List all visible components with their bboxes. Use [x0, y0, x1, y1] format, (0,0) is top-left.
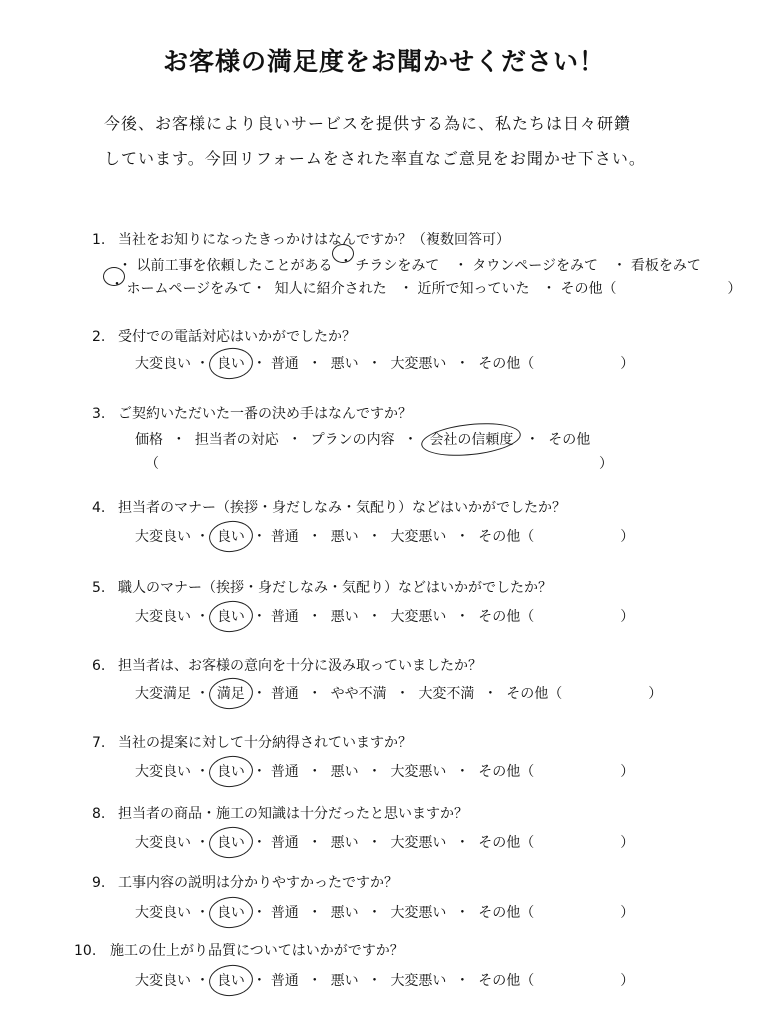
option-open: （ [145, 456, 159, 472]
option-selected: チラシをみて [355, 258, 440, 274]
question-text: 当社をお知りになったきっかけはなんですか？（複数回答可） [118, 232, 510, 248]
option: その他（ [478, 529, 535, 545]
question-3 [92, 403, 412, 423]
option: その他（ [478, 764, 535, 780]
option: 大変悪い [390, 764, 447, 780]
question-6 [92, 655, 482, 675]
option: 悪い [330, 529, 359, 545]
option: 悪い [330, 609, 359, 625]
q5-options: 大変良い ・ 良い ・ 普通 ・ 悪い ・ 大変悪い ・ その他（ ） [135, 606, 634, 626]
option: 担当者の対応 [194, 432, 279, 448]
question-text: 職人のマナー（挨拶・身だしなみ・気配り）などはいかがでしたか？ [118, 580, 552, 596]
question-text: 受付での電話対応はいかがでしたか？ [118, 329, 356, 345]
option: 大変良い [135, 835, 191, 851]
option: 知人に紹介された [274, 281, 387, 297]
option: 大変良い [135, 973, 191, 989]
option-selected: 良い [214, 832, 248, 852]
option-selected: 良い [214, 606, 248, 626]
option: 大変不満 [418, 686, 475, 702]
option-selected: 満足 [214, 683, 248, 703]
question-number: 10. [74, 943, 97, 959]
q2-options: 大変良い ・ 良い ・ 普通 ・ 悪い ・ 大変悪い ・ その他（ ） [135, 353, 634, 373]
option: その他（ [478, 905, 535, 921]
question-10 [74, 940, 404, 960]
option: 大変悪い [390, 905, 447, 921]
option: その他（ [478, 835, 535, 851]
question-number: 6. [92, 658, 106, 674]
option: 普通 [270, 686, 299, 702]
intro-line-1: 今後、お客様により良いサービスを提供する為に、私たちは日々研鑽 [104, 114, 632, 133]
question-4 [92, 497, 566, 517]
option: 大変良い [135, 356, 191, 372]
option-close: ） [620, 764, 635, 780]
option: やや不満 [330, 686, 387, 702]
question-number: 1. [92, 232, 106, 248]
question-number: 3. [92, 406, 106, 422]
option: 普通 [270, 973, 299, 989]
intro-line-2: しています。今回リフォームをされた率直なご意見をお聞かせ下さい。 [104, 149, 646, 168]
q3-other-blank [145, 453, 613, 473]
option: その他（ [478, 973, 535, 989]
q6-options: 大変満足 ・ 満足 ・ 普通 ・ やや不満 ・ 大変不満 ・ その他（ ） [135, 683, 662, 703]
q1-options-row-1 [118, 255, 701, 275]
question-8 [92, 803, 468, 823]
question-9 [92, 872, 398, 892]
option-close: ） [648, 686, 663, 702]
option: ・ その他（ [542, 281, 617, 297]
option: その他 [548, 432, 591, 448]
option-close: ） [620, 905, 635, 921]
q4-options: 大変良い ・ 良い ・ 普通 ・ 悪い ・ 大変悪い ・ その他（ ） [135, 526, 634, 546]
question-7 [92, 732, 412, 752]
option: ・ 看板をみて [612, 258, 701, 274]
option: 普通 [270, 609, 299, 625]
question-text: 担当者は、お客様の意向を十分に汲み取っていましたか？ [118, 658, 482, 674]
option: 価格 [135, 432, 163, 448]
option: 大変良い [135, 529, 191, 545]
q9-options: 大変良い ・ 良い ・ 普通 ・ 悪い ・ 大変悪い ・ その他（ ） [135, 902, 634, 922]
question-2 [92, 326, 356, 346]
option: 大変悪い [390, 835, 447, 851]
q8-options: 大変良い ・ 良い ・ 普通 ・ 悪い ・ 大変悪い ・ その他（ ） [135, 832, 634, 852]
option: 悪い [330, 764, 359, 780]
page-title: お客様の満足度をお聞かせください！ [162, 47, 605, 76]
question-number: 7. [92, 735, 106, 751]
option: 普通 [270, 905, 299, 921]
option-selected: ホームページをみて・ [126, 281, 267, 297]
option: ・ タウンページをみて [453, 258, 598, 274]
option: 大変悪い [390, 356, 447, 372]
option: 普通 [270, 356, 299, 372]
question-number: 9. [92, 875, 106, 891]
option: 大変良い [135, 905, 191, 921]
question-text: ご契約いただいた一番の決め手はなんですか？ [118, 406, 412, 422]
option: 大変悪い [390, 609, 447, 625]
option-selected: 会社の信頼度 [426, 429, 516, 449]
question-5 [92, 577, 552, 597]
option: プランの内容 [310, 432, 395, 448]
option-close: ） [620, 529, 635, 545]
option: 悪い [330, 905, 359, 921]
option: 普通 [270, 764, 299, 780]
option: その他（ [478, 356, 535, 372]
question-number: 5. [92, 580, 106, 596]
q7-options: 大変良い ・ 良い ・ 普通 ・ 悪い ・ 大変悪い ・ その他（ ） [135, 761, 634, 781]
option: ・ 以前工事を依頼したことがある [118, 258, 333, 274]
option: その他（ [478, 609, 535, 625]
option: 普通 [270, 529, 299, 545]
selected-mark: ・ [337, 255, 351, 275]
question-number: 4. [92, 500, 106, 516]
option-close: ） [599, 456, 613, 472]
question-text: 施工の仕上がり品質についてはいかがですか？ [110, 943, 404, 959]
option: 大変良い [135, 609, 191, 625]
option: 大変悪い [390, 973, 447, 989]
option-selected: 良い [214, 902, 248, 922]
question-text: 工事内容の説明は分かりやすかったですか？ [118, 875, 398, 891]
option: 悪い [330, 973, 359, 989]
option: ・ 近所で知っていた [399, 281, 530, 297]
option: 悪い [330, 835, 359, 851]
question-1 [92, 229, 510, 249]
question-text: 担当者のマナー（挨拶・身だしなみ・気配り）などはいかがでしたか？ [118, 500, 566, 516]
option: 悪い [330, 356, 359, 372]
question-number: 8. [92, 806, 106, 822]
option: その他（ [506, 686, 563, 702]
option-close: ） [620, 356, 635, 372]
question-text: 当社の提案に対して十分納得されていますか？ [118, 735, 412, 751]
q1-options-row-2 [108, 278, 741, 298]
selected-mark: ・ [108, 278, 122, 298]
option: 大変悪い [390, 529, 447, 545]
q10-options: 大変良い ・ 良い ・ 普通 ・ 悪い ・ 大変悪い ・ その他（ ） [135, 970, 634, 990]
option-selected: 良い [214, 761, 248, 781]
option: 大変良い [135, 764, 191, 780]
option-close: ） [620, 973, 635, 989]
q3-options: 価格 ・ 担当者の対応 ・ プランの内容 ・ 会社の信頼度 ・ その他 [135, 429, 590, 449]
question-text: 担当者の商品・施工の知識は十分だったと思いますか？ [118, 806, 468, 822]
option: 大変満足 [135, 686, 191, 702]
question-number: 2. [92, 329, 106, 345]
option: 普通 [270, 835, 299, 851]
option-close: ） [620, 835, 635, 851]
option-selected: 良い [214, 970, 248, 990]
option-selected: 良い [214, 353, 248, 373]
option-close: ） [727, 281, 742, 297]
option-selected: 良い [214, 526, 248, 546]
option-close: ） [620, 609, 635, 625]
